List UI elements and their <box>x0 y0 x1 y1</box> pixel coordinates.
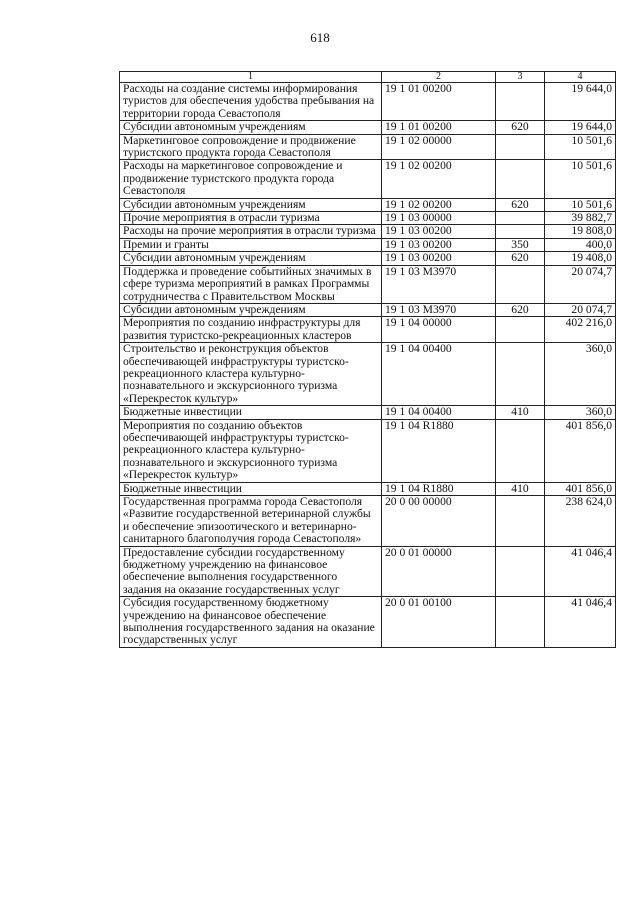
row-code-cell: 20 0 01 00000 <box>382 546 496 597</box>
table-row <box>120 343 616 406</box>
table-row <box>120 482 616 495</box>
row-code-cell: 19 1 02 00200 <box>382 198 496 211</box>
row-type-cell: 410 <box>496 406 545 419</box>
row-amount-cell: 10 501,6 <box>545 160 616 198</box>
row-amount-cell: 10 501,6 <box>545 134 616 160</box>
table-row <box>120 406 616 419</box>
row-type-cell <box>496 83 545 121</box>
row-type-cell <box>496 546 545 597</box>
row-amount-cell: 20 074,7 <box>545 265 616 303</box>
row-code-cell: 19 1 04 R1880 <box>382 419 496 482</box>
row-code-cell: 19 1 03 00200 <box>382 225 496 238</box>
budget-table <box>119 71 616 648</box>
row-name-cell: Расходы на маркетинговое сопровождение и продвижение туристского продукта города Севастополя <box>120 160 382 198</box>
row-name-cell: Бюджетные инвестиции <box>120 406 382 419</box>
row-type-cell <box>496 265 545 303</box>
row-type-cell <box>496 134 545 160</box>
row-type-cell: 620 <box>496 303 545 316</box>
column-header-4: 4 <box>545 72 616 83</box>
row-name-cell: Прочие мероприятия в отрасли туризма <box>120 212 382 225</box>
table-row <box>120 496 616 547</box>
row-name-cell: Маркетинговое сопровождение и продвижение туристского продукта города Севастополя <box>120 134 382 160</box>
page-number: 618 <box>310 30 330 45</box>
row-amount-cell: 360,0 <box>545 343 616 406</box>
row-name-cell: Субсидии автономным учреждениям <box>120 121 382 134</box>
row-amount-cell: 19 808,0 <box>545 225 616 238</box>
row-type-cell: 620 <box>496 252 545 265</box>
row-code-cell: 19 1 04 R1880 <box>382 482 496 495</box>
table-row <box>120 303 616 316</box>
row-type-cell: 410 <box>496 482 545 495</box>
row-amount-cell: 19 644,0 <box>545 121 616 134</box>
row-code-cell: 19 1 02 00200 <box>382 160 496 198</box>
row-code-cell: 19 1 04 00400 <box>382 406 496 419</box>
row-code-cell: 20 0 01 00100 <box>382 597 496 648</box>
row-amount-cell: 401 856,0 <box>545 482 616 495</box>
row-code-cell: 19 1 03 00200 <box>382 252 496 265</box>
row-code-cell: 19 1 03 M3970 <box>382 303 496 316</box>
row-name-cell: Расходы на создание системы информирования туристов для обеспечения удобства пребывания на территории города Севастополя <box>120 83 382 121</box>
row-type-cell: 620 <box>496 198 545 211</box>
row-amount-cell: 400,0 <box>545 238 616 251</box>
table-row <box>120 198 616 211</box>
table-row <box>120 225 616 238</box>
row-name-cell: Субсидии автономным учреждениям <box>120 198 382 211</box>
row-amount-cell: 19 644,0 <box>545 83 616 121</box>
column-header-2: 2 <box>382 72 496 83</box>
row-type-cell <box>496 160 545 198</box>
row-code-cell: 19 1 03 00200 <box>382 238 496 251</box>
row-code-cell: 19 1 01 00200 <box>382 121 496 134</box>
table-row <box>120 265 616 303</box>
row-code-cell: 19 1 01 00200 <box>382 83 496 121</box>
row-code-cell: 19 1 04 00000 <box>382 317 496 343</box>
row-amount-cell: 402 216,0 <box>545 317 616 343</box>
row-name-cell: Мероприятия по созданию объектов обеспечивающей инфраструктуры туристско-рекреационного кластера культурно-познавательного и экскурсионного туризма «Перекресток культур» <box>120 419 382 482</box>
row-name-cell: Мероприятия по созданию инфраструктуры для развития туристско-рекреационных кластеров <box>120 317 382 343</box>
row-amount-cell: 238 624,0 <box>545 496 616 547</box>
table-row <box>120 121 616 134</box>
table-row <box>120 83 616 121</box>
row-name-cell: Поддержка и проведение событийных значимых в сфере туризма мероприятий в рамках Программы сотрудничества с Правительством Москвы <box>120 265 382 303</box>
row-code-cell: 19 1 02 00000 <box>382 134 496 160</box>
row-type-cell: 350 <box>496 238 545 251</box>
row-code-cell: 19 1 03 00000 <box>382 212 496 225</box>
row-name-cell: Субсидии автономным учреждениям <box>120 303 382 316</box>
row-name-cell: Государственная программа города Севастополя «Развитие государственной ветеринарной службы и обеспечение эпизоотического и ветеринарно-санитарного благополучия города Севастополя» <box>120 496 382 547</box>
row-code-cell: 19 1 04 00400 <box>382 343 496 406</box>
row-amount-cell: 19 408,0 <box>545 252 616 265</box>
row-type-cell <box>496 597 545 648</box>
row-type-cell <box>496 317 545 343</box>
table-body <box>120 83 616 648</box>
table-row <box>120 597 616 648</box>
row-name-cell: Предоставление субсидии государственному бюджетному учреждению на финансовое обеспечение выполнения государственного задания на оказание государственных услуг <box>120 546 382 597</box>
column-header-1: 1 <box>120 72 382 83</box>
row-type-cell <box>496 343 545 406</box>
row-code-cell: 20 0 00 00000 <box>382 496 496 547</box>
row-name-cell: Субсидия государственному бюджетному учреждению на финансовое обеспечение выполнения государственного задания на оказание государственных услуг <box>120 597 382 648</box>
header-row <box>120 72 616 83</box>
row-name-cell: Строительство и реконструкция объектов обеспечивающей инфраструктуры туристско-рекреационного кластера культурно-познавательного и экскурсионного туризма «Перекресток культур» <box>120 343 382 406</box>
table-row <box>120 419 616 482</box>
table-row <box>120 238 616 251</box>
row-amount-cell: 401 856,0 <box>545 419 616 482</box>
table-row <box>120 317 616 343</box>
row-type-cell: 620 <box>496 121 545 134</box>
row-type-cell <box>496 496 545 547</box>
row-amount-cell: 360,0 <box>545 406 616 419</box>
table-row <box>120 134 616 160</box>
row-type-cell <box>496 419 545 482</box>
row-name-cell: Субсидии автономным учреждениям <box>120 252 382 265</box>
row-code-cell: 19 1 03 M3970 <box>382 265 496 303</box>
table-header <box>120 72 616 83</box>
row-amount-cell: 10 501,6 <box>545 198 616 211</box>
row-type-cell <box>496 212 545 225</box>
table-row <box>120 252 616 265</box>
row-type-cell <box>496 225 545 238</box>
row-amount-cell: 41 046,4 <box>545 597 616 648</box>
row-amount-cell: 41 046,4 <box>545 546 616 597</box>
column-header-3: 3 <box>496 72 545 83</box>
table-row <box>120 546 616 597</box>
row-name-cell: Расходы на прочие мероприятия в отрасли туризма <box>120 225 382 238</box>
table-row <box>120 212 616 225</box>
row-name-cell: Премии и гранты <box>120 238 382 251</box>
row-amount-cell: 20 074,7 <box>545 303 616 316</box>
row-amount-cell: 39 882,7 <box>545 212 616 225</box>
row-name-cell: Бюджетные инвестиции <box>120 482 382 495</box>
table-row <box>120 160 616 198</box>
